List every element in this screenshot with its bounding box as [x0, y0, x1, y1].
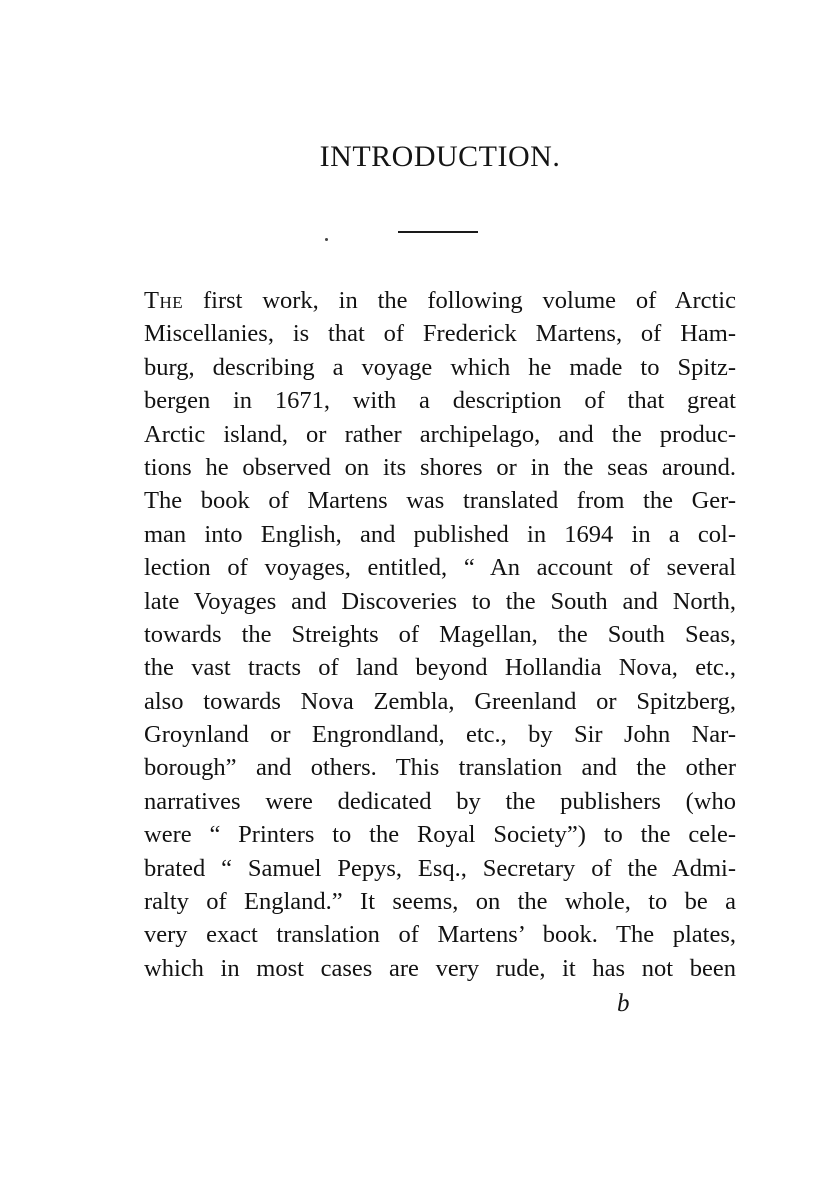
text-line: Arctic island, or rather archipelago, and the produc- — [144, 420, 736, 448]
text-line: late Voyages and Discoveries to the South and North, — [144, 587, 736, 615]
text-line: towards the Streights of Magellan, the South Seas, — [144, 620, 736, 648]
text-line: narratives were dedicated by the publishers (who — [144, 787, 736, 815]
text-line: The book of Martens was translated from the Ger- — [144, 487, 736, 515]
text-line: borough” and others. This translation and the other — [144, 754, 736, 782]
text-line: brated “ Samuel Pepys, Esq., Secretary of the Admi- — [144, 854, 736, 882]
text-line: very exact translation of Martens’ book. The plates, — [144, 921, 736, 949]
text-line: ralty of England.” It seems, on the whole, to be a — [144, 888, 736, 916]
introduction-paragraph — [144, 284, 736, 985]
text-line: which in most cases are very rude, it has not been — [144, 954, 736, 982]
text-line — [144, 284, 736, 317]
text-line: bergen in 1671, with a description of that great — [144, 387, 736, 415]
ink-speck — [325, 238, 328, 241]
text-line: Miscellanies, is that of Frederick Martens, of Ham- — [144, 320, 736, 348]
text-line: the vast tracts of land beyond Hollandia Nova, etc., — [144, 654, 736, 682]
text-line: were “ Printers to the Royal Society”) to the cele- — [144, 821, 736, 849]
signature-mark: b — [617, 990, 630, 1017]
text-line: also towards Nova Zembla, Greenland or Spitzberg, — [144, 687, 736, 715]
text-line: lection of voyages, entitled, “ An account of several — [144, 554, 736, 582]
text-line: Groynland or Engrondland, etc., by Sir John Nar- — [144, 721, 736, 749]
title-rule — [398, 231, 478, 233]
text-line: man into English, and published in 1694 in a col- — [144, 520, 736, 548]
page-title: INTRODUCTION. — [319, 140, 561, 173]
text-line-content: first work, in the following volume of Arctic — [183, 287, 736, 314]
lead-word: The — [144, 287, 184, 314]
text-line: burg, describing a voyage which he made to Spitz- — [144, 353, 736, 381]
text-line: tions he observed on its shores or in the seas around. — [144, 453, 736, 481]
